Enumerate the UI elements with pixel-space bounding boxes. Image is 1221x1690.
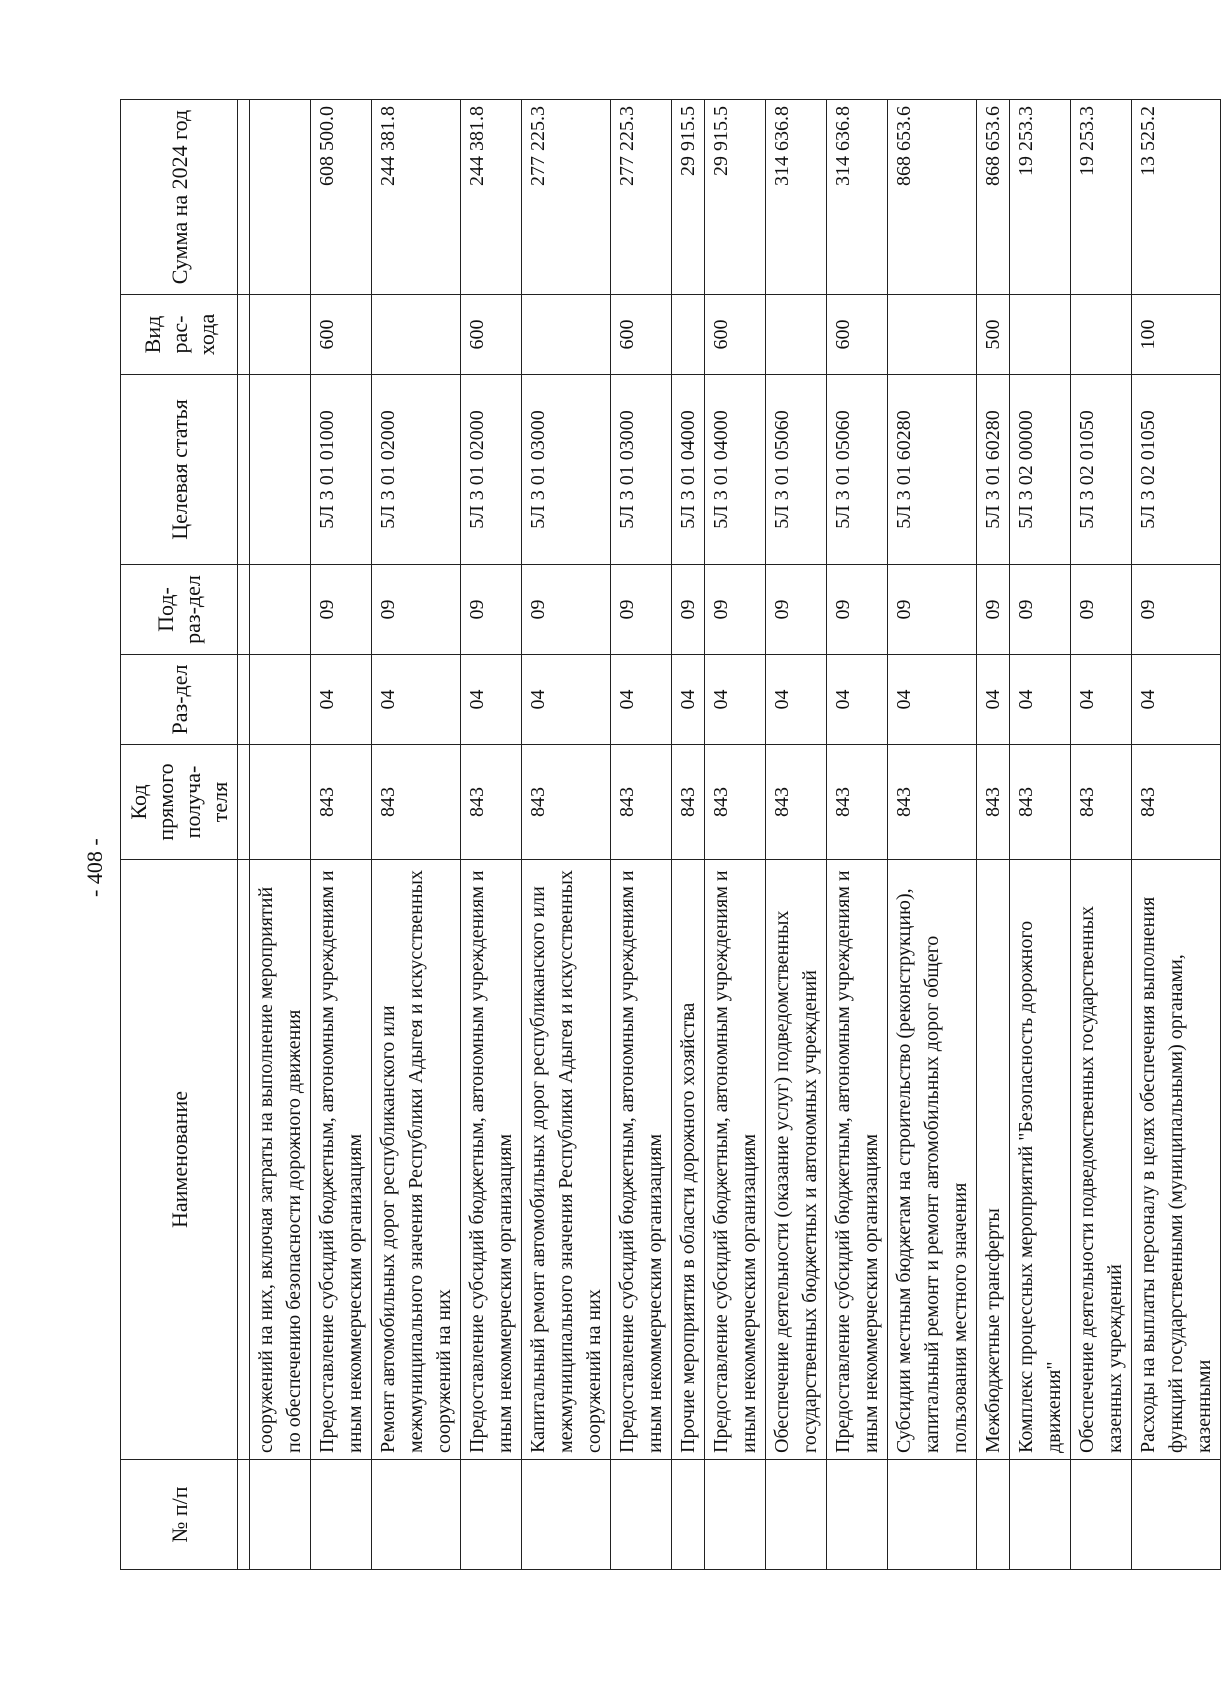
cell-article: 5Л 3 01 03000 xyxy=(611,375,672,565)
cell-name: Предоставление субсидий бюджетным, автономным учреждениям и иным некоммерческим организациям xyxy=(827,860,888,1460)
cell-code: 843 xyxy=(522,745,611,860)
cell-code xyxy=(250,745,311,860)
cell-podrazdel: 09 xyxy=(522,565,611,655)
cell-podrazdel: 09 xyxy=(705,565,766,655)
cell-sum: 868 653.6 xyxy=(888,100,977,295)
cell-podrazdel: 09 xyxy=(1071,565,1132,655)
cell-vid xyxy=(1071,295,1132,375)
table-row xyxy=(1132,100,1221,1570)
cell-article xyxy=(250,375,311,565)
cell-name: Обеспечение деятельности подведомственных государственных казенных учреждений xyxy=(1071,860,1132,1460)
cell-vid xyxy=(250,295,311,375)
cell-razdel: 04 xyxy=(372,655,461,745)
cell-code: 843 xyxy=(311,745,372,860)
header-num: № п/п xyxy=(121,1460,238,1570)
cell-sum: 29 915.5 xyxy=(705,100,766,295)
cell-name: Расходы на выплаты персоналу в целях обеспечения выполнения функций государственными (муниципальными) органами, казенными xyxy=(1132,860,1221,1460)
cell-podrazdel: 09 xyxy=(672,565,705,655)
cell-code: 843 xyxy=(372,745,461,860)
cell-razdel: 04 xyxy=(522,655,611,745)
cell-podrazdel: 09 xyxy=(1132,565,1221,655)
cell-name: Комплекс процессных мероприятий "Безопасность дорожного движения" xyxy=(1010,860,1071,1460)
cell-sum: 19 253.3 xyxy=(1010,100,1071,295)
cell-sum: 244 381.8 xyxy=(461,100,522,295)
table-row xyxy=(977,100,1010,1570)
cell-name: Предоставление субсидий бюджетным, автономным учреждениям и иным некоммерческим организациям xyxy=(705,860,766,1460)
cell-podrazdel: 09 xyxy=(766,565,827,655)
cell-name: Предоставление субсидий бюджетным, автономным учреждениям и иным некоммерческим организациям xyxy=(311,860,372,1460)
cell-razdel: 04 xyxy=(1010,655,1071,745)
cell-vid: 600 xyxy=(311,295,372,375)
cell-article: 5Л 3 01 04000 xyxy=(672,375,705,565)
cell-vid xyxy=(522,295,611,375)
cell-num xyxy=(461,1460,522,1570)
table-row xyxy=(705,100,766,1570)
cell-num xyxy=(672,1460,705,1570)
table-header-row xyxy=(121,100,238,1570)
cell-code: 843 xyxy=(1010,745,1071,860)
cell-num xyxy=(250,1460,311,1570)
cell-article: 5Л 3 02 00000 xyxy=(1010,375,1071,565)
cell-article: 5Л 3 02 01050 xyxy=(1071,375,1132,565)
cell-article: 5Л 3 01 60280 xyxy=(977,375,1010,565)
cell-article: 5Л 3 01 05060 xyxy=(827,375,888,565)
cell-code: 843 xyxy=(888,745,977,860)
cell-name: Капитальный ремонт автомобильных дорог республиканского или межмуниципального значения Республики Адыгея и искусственных сооружений на них xyxy=(522,860,611,1460)
cell-code: 843 xyxy=(1132,745,1221,860)
cell-podrazdel: 09 xyxy=(977,565,1010,655)
cell-article: 5Л 3 01 05060 xyxy=(766,375,827,565)
cell-razdel: 04 xyxy=(827,655,888,745)
cell-code: 843 xyxy=(1071,745,1132,860)
cell-razdel: 04 xyxy=(766,655,827,745)
cell-podrazdel: 09 xyxy=(827,565,888,655)
cell-sum: 277 225.3 xyxy=(611,100,672,295)
cell-vid: 600 xyxy=(705,295,766,375)
cell-vid xyxy=(1010,295,1071,375)
cell-vid: 600 xyxy=(611,295,672,375)
cell-num xyxy=(372,1460,461,1570)
header-sum: Сумма на 2024 год xyxy=(121,100,238,295)
cell-sum: 29 915.5 xyxy=(672,100,705,295)
table-row xyxy=(888,100,977,1570)
cell-podrazdel xyxy=(250,565,311,655)
cell-name: Субсидии местным бюджетам на строительство (реконструкцию), капитальный ремонт и ремонт автомобильных дорог общего пользования местного значения xyxy=(888,860,977,1460)
cell-sum: 13 525.2 xyxy=(1132,100,1221,295)
cell-razdel: 04 xyxy=(1071,655,1132,745)
cell-podrazdel: 09 xyxy=(888,565,977,655)
cell-vid: 600 xyxy=(827,295,888,375)
cell-num xyxy=(1132,1460,1221,1570)
budget-table xyxy=(120,99,1221,1570)
header-code: Код прямого получа-теля xyxy=(121,745,238,860)
table-row xyxy=(611,100,672,1570)
table-body xyxy=(250,100,1221,1570)
cell-name: Обеспечение деятельности (оказание услуг) подведомственных государственных бюджетных и автономных учреждений xyxy=(766,860,827,1460)
cell-article: 5Л 3 01 02000 xyxy=(461,375,522,565)
cell-sum: 868 653.6 xyxy=(977,100,1010,295)
cell-podrazdel: 09 xyxy=(311,565,372,655)
page-number: - 408 - xyxy=(82,838,107,898)
table-row xyxy=(250,100,311,1570)
cell-podrazdel: 09 xyxy=(1010,565,1071,655)
cell-article: 5Л 3 01 04000 xyxy=(705,375,766,565)
cell-razdel: 04 xyxy=(1132,655,1221,745)
table-row xyxy=(522,100,611,1570)
cell-sum: 608 500.0 xyxy=(311,100,372,295)
table-row xyxy=(1071,100,1132,1570)
cell-vid: 600 xyxy=(461,295,522,375)
cell-sum: 244 381.8 xyxy=(372,100,461,295)
table-row xyxy=(672,100,705,1570)
table-row xyxy=(1010,100,1071,1570)
cell-code: 843 xyxy=(766,745,827,860)
cell-podrazdel: 09 xyxy=(461,565,522,655)
cell-name: Предоставление субсидий бюджетным, автономным учреждениям и иным некоммерческим организациям xyxy=(611,860,672,1460)
header-vid: Вид рас-хода xyxy=(121,295,238,375)
cell-name: Ремонт автомобильных дорог республиканского или межмуниципального значения Республики Адыгея и искусственных сооружений на них xyxy=(372,860,461,1460)
table-row xyxy=(372,100,461,1570)
table-row xyxy=(311,100,372,1570)
cell-code: 843 xyxy=(977,745,1010,860)
cell-name: Прочие мероприятия в области дорожного хозяйства xyxy=(672,860,705,1460)
cell-vid xyxy=(766,295,827,375)
table-frame-row xyxy=(238,100,250,1570)
cell-name: Предоставление субсидий бюджетным, автономным учреждениям и иным некоммерческим организациям xyxy=(461,860,522,1460)
cell-num xyxy=(977,1460,1010,1570)
cell-podrazdel: 09 xyxy=(611,565,672,655)
cell-vid: 100 xyxy=(1132,295,1221,375)
cell-razdel: 04 xyxy=(705,655,766,745)
cell-razdel xyxy=(250,655,311,745)
table-row xyxy=(827,100,888,1570)
cell-code: 843 xyxy=(827,745,888,860)
header-razdel: Раз-дел xyxy=(121,655,238,745)
cell-article: 5Л 3 01 60280 xyxy=(888,375,977,565)
cell-podrazdel: 09 xyxy=(372,565,461,655)
cell-article: 5Л 3 01 03000 xyxy=(522,375,611,565)
table-row xyxy=(766,100,827,1570)
rotated-table-container xyxy=(120,100,1215,1570)
cell-num xyxy=(611,1460,672,1570)
header-name: Наименование xyxy=(121,860,238,1460)
cell-num xyxy=(1010,1460,1071,1570)
header-podrazdel: Под-раз-дел xyxy=(121,565,238,655)
cell-code: 843 xyxy=(705,745,766,860)
cell-article: 5Л 3 02 01050 xyxy=(1132,375,1221,565)
cell-num xyxy=(311,1460,372,1570)
cell-num xyxy=(1071,1460,1132,1570)
cell-razdel: 04 xyxy=(461,655,522,745)
cell-num xyxy=(766,1460,827,1570)
cell-name: Межбюджетные трансферты xyxy=(977,860,1010,1460)
table-row xyxy=(461,100,522,1570)
cell-sum: 314 636.8 xyxy=(766,100,827,295)
cell-razdel: 04 xyxy=(611,655,672,745)
cell-vid: 500 xyxy=(977,295,1010,375)
cell-sum: 314 636.8 xyxy=(827,100,888,295)
cell-name: сооружений на них, включая затраты на выполнение мероприятий по обеспечению безопасности дорожного движения xyxy=(250,860,311,1460)
cell-article: 5Л 3 01 02000 xyxy=(372,375,461,565)
cell-sum xyxy=(250,100,311,295)
cell-code: 843 xyxy=(611,745,672,860)
cell-vid xyxy=(672,295,705,375)
cell-num xyxy=(705,1460,766,1570)
cell-razdel: 04 xyxy=(672,655,705,745)
cell-code: 843 xyxy=(461,745,522,860)
cell-razdel: 04 xyxy=(888,655,977,745)
cell-article: 5Л 3 01 01000 xyxy=(311,375,372,565)
cell-razdel: 04 xyxy=(977,655,1010,745)
header-article: Целевая статья xyxy=(121,375,238,565)
cell-razdel: 04 xyxy=(311,655,372,745)
cell-num xyxy=(522,1460,611,1570)
cell-code: 843 xyxy=(672,745,705,860)
cell-sum: 19 253.3 xyxy=(1071,100,1132,295)
cell-num xyxy=(827,1460,888,1570)
cell-sum: 277 225.3 xyxy=(522,100,611,295)
cell-num xyxy=(888,1460,977,1570)
cell-vid xyxy=(372,295,461,375)
cell-vid xyxy=(888,295,977,375)
